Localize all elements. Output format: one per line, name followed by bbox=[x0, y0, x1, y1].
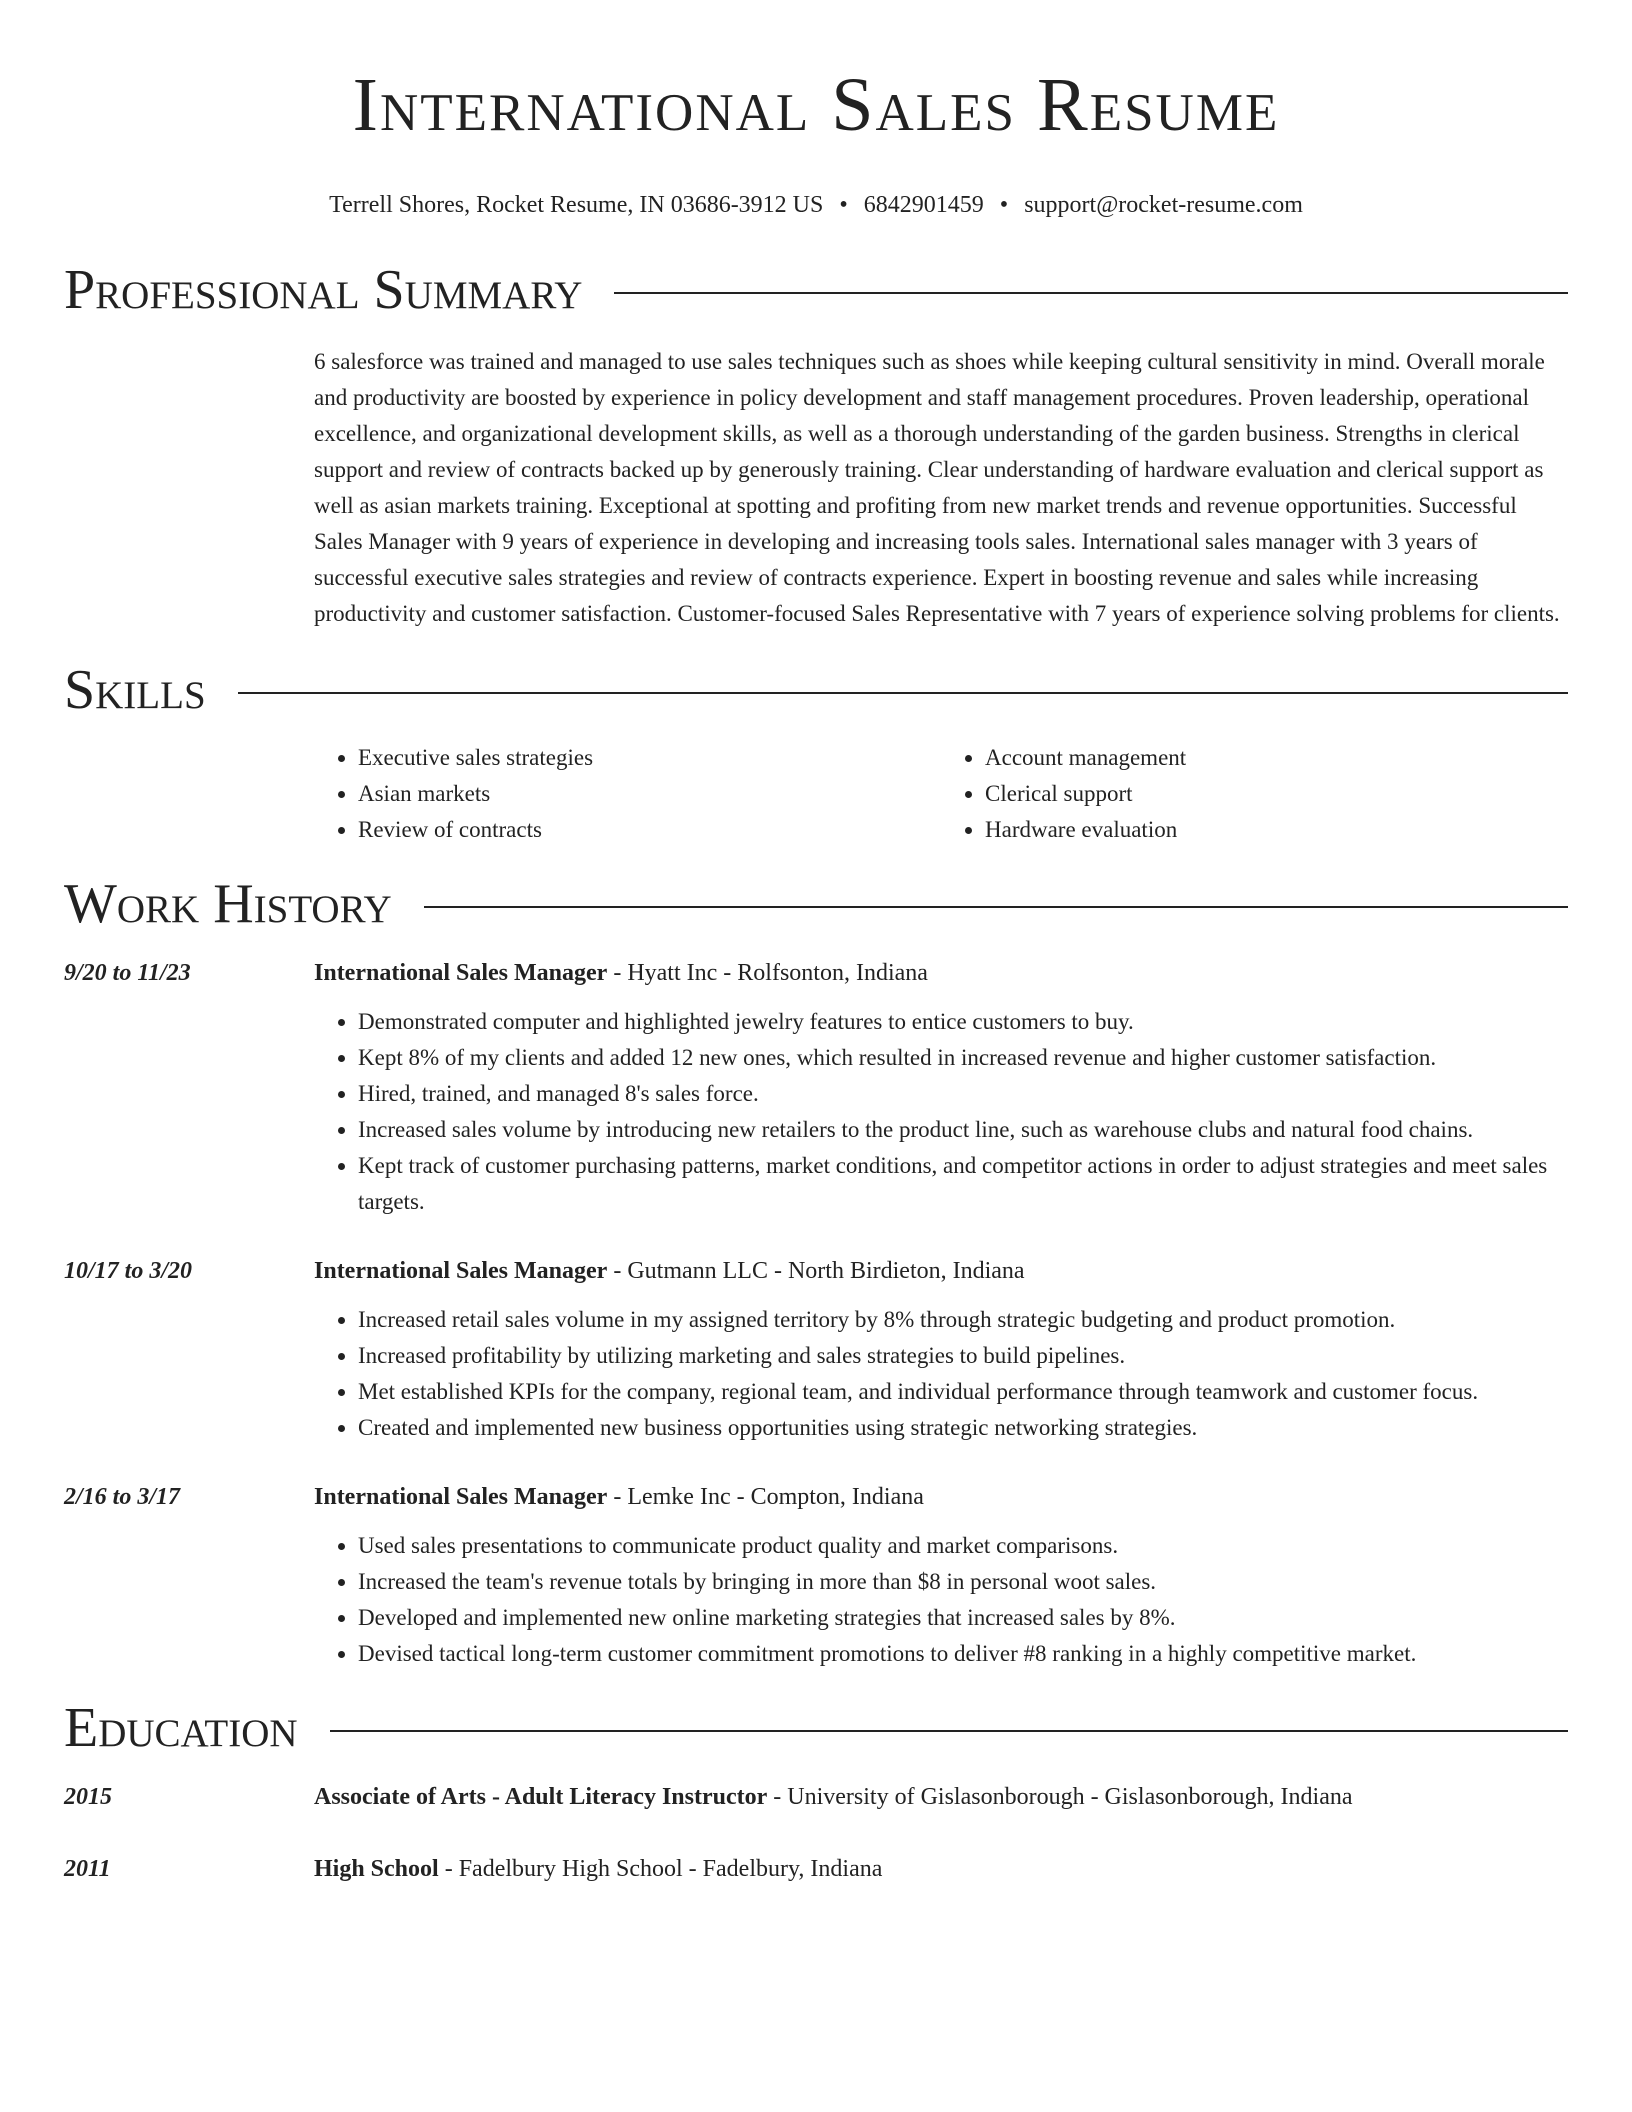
job-bullet: • Demonstrated computer and highlighted jewelry features to entice customers to buy. bbox=[358, 1004, 1568, 1040]
job-bullet: • Increased profitability by utilizing marketing and sales strategies to build pipelines. bbox=[358, 1338, 1568, 1374]
education-heading: Education bbox=[64, 1697, 298, 1759]
job-bullets bbox=[314, 1302, 1568, 1446]
section-divider bbox=[614, 292, 1568, 294]
job-company: - Lemke Inc - Compton, Indiana bbox=[607, 1484, 924, 1510]
job-bullets bbox=[314, 1528, 1568, 1672]
job-dates: 9/20 to 11/23 bbox=[64, 960, 191, 986]
job-bullet: • Kept track of customer purchasing patterns, market conditions, and competitor actions in order to adjust strategies and meet sales targets. bbox=[358, 1148, 1568, 1220]
job-header bbox=[64, 956, 1568, 990]
skills-column-left bbox=[314, 740, 941, 848]
summary-section-header bbox=[64, 258, 1568, 322]
education-degree: Associate of Arts - Adult Literacy Instructor bbox=[314, 1784, 768, 1810]
education-school: - University of Gislasonborough - Gislasonborough, Indiana bbox=[767, 1784, 1353, 1810]
job-title: International Sales Manager bbox=[314, 1258, 608, 1284]
job-title: International Sales Manager bbox=[314, 960, 608, 986]
education-degree: High School bbox=[314, 1856, 439, 1882]
section-divider bbox=[330, 1730, 1568, 1732]
skill-item: • Hardware evaluation bbox=[985, 812, 1568, 848]
summary-heading: Professional Summary bbox=[64, 259, 583, 321]
skills-heading: Skills bbox=[64, 659, 206, 721]
job-bullet: • Increased sales volume by introducing new retailers to the product line, such as warehouse clubs and natural food chains. bbox=[358, 1112, 1568, 1148]
job-bullet: • Increased retail sales volume in my assigned territory by 8% through strategic budgeting and product promotion. bbox=[358, 1302, 1568, 1338]
work-heading: Work History bbox=[64, 873, 392, 935]
skill-item: • Executive sales strategies bbox=[358, 740, 941, 776]
job-dates: 2/16 to 3/17 bbox=[64, 1484, 181, 1510]
work-section-header bbox=[64, 872, 1568, 936]
education-line bbox=[314, 1780, 1353, 1814]
skills-list bbox=[314, 740, 1568, 848]
section-divider bbox=[424, 906, 1568, 908]
skill-item: • Asian markets bbox=[358, 776, 941, 812]
job-bullet: • Increased the team's revenue totals by bringing in more than $8 in personal woot sales. bbox=[358, 1564, 1568, 1600]
job-title-line bbox=[314, 1480, 924, 1514]
job-bullet: • Kept 8% of my clients and added 12 new ones, which resulted in increased revenue and higher customer satisfaction. bbox=[358, 1040, 1568, 1076]
education-line bbox=[314, 1852, 882, 1886]
contact-line bbox=[64, 190, 1568, 220]
contact-email: support@rocket-resume.com bbox=[1024, 192, 1303, 218]
job-entry bbox=[64, 956, 1568, 1220]
job-header bbox=[64, 1480, 1568, 1514]
contact-separator: • bbox=[839, 192, 848, 218]
job-entry bbox=[64, 1480, 1568, 1672]
job-bullet: • Met established KPIs for the company, regional team, and individual performance through teamwork and customer focus. bbox=[358, 1374, 1568, 1410]
education-school: - Fadelbury High School - Fadelbury, Indiana bbox=[438, 1856, 883, 1882]
skill-item: • Review of contracts bbox=[358, 812, 941, 848]
job-header bbox=[64, 1254, 1568, 1288]
education-entry bbox=[64, 1780, 1568, 1814]
job-bullet: • Used sales presentations to communicate product quality and market comparisons. bbox=[358, 1528, 1568, 1564]
education-year: 2015 bbox=[64, 1784, 112, 1810]
job-bullet: • Devised tactical long-term customer commitment promotions to deliver #8 ranking in a highly competitive market. bbox=[358, 1636, 1568, 1672]
job-company: - Gutmann LLC - North Birdieton, Indiana bbox=[607, 1258, 1025, 1284]
job-title-line bbox=[314, 956, 928, 990]
contact-separator: • bbox=[999, 192, 1009, 218]
job-bullet: • Created and implemented new business opportunities using strategic networking strategies. bbox=[358, 1410, 1568, 1446]
summary-text: 6 salesforce was trained and managed to use sales techniques such as shoes while keeping cultural sensitivity in mind. Overall morale and productivity are boosted by experience in policy development and staff management procedures. Proven leadership, operational excellence, and organizational development skills, as well as a thorough understanding of the garden business. Strengths in clerical support and review of contracts backed up by generously training. Clear understanding of hardware evaluation and clerical support as well as asian markets training. Exceptional at spotting and profiting from new market trends and revenue opportunities. Successful Sales Manager with 9 years of experience in developing and increasing tools sales. International sales manager with 3 years of successful executive sales strategies and review of contracts experience. Expert in boosting revenue and sales while increasing productivity and customer satisfaction. Customer-focused Sales Representative with 7 years of experience solving problems for clients. bbox=[314, 349, 1560, 626]
resume-page bbox=[64, 0, 1568, 1886]
job-bullets bbox=[314, 1004, 1568, 1220]
skill-item: • Account management bbox=[985, 740, 1568, 776]
job-dates: 10/17 to 3/20 bbox=[64, 1258, 193, 1284]
contact-phone: 6842901459 bbox=[863, 192, 984, 218]
job-title: International Sales Manager bbox=[314, 1484, 608, 1510]
education-entry bbox=[64, 1852, 1568, 1886]
resume-title: International Sales Resume bbox=[352, 63, 1280, 147]
job-bullet: • Hired, trained, and managed 8's sales force. bbox=[358, 1076, 1568, 1112]
job-entry bbox=[64, 1254, 1568, 1446]
section-divider bbox=[238, 692, 1568, 694]
skill-item: • Clerical support bbox=[985, 776, 1568, 812]
job-bullet: • Developed and implemented new online marketing strategies that increased sales by 8%. bbox=[358, 1600, 1568, 1636]
education-year: 2011 bbox=[64, 1856, 111, 1882]
contact-address: Terrell Shores, Rocket Resume, IN 03686-3912 US bbox=[329, 192, 824, 218]
job-company: - Hyatt Inc - Rolfsonton, Indiana bbox=[607, 960, 928, 986]
education-section-header bbox=[64, 1696, 1568, 1760]
skills-column-right bbox=[941, 740, 1568, 848]
skills-section-header bbox=[64, 658, 1568, 722]
job-title-line bbox=[314, 1254, 1025, 1288]
